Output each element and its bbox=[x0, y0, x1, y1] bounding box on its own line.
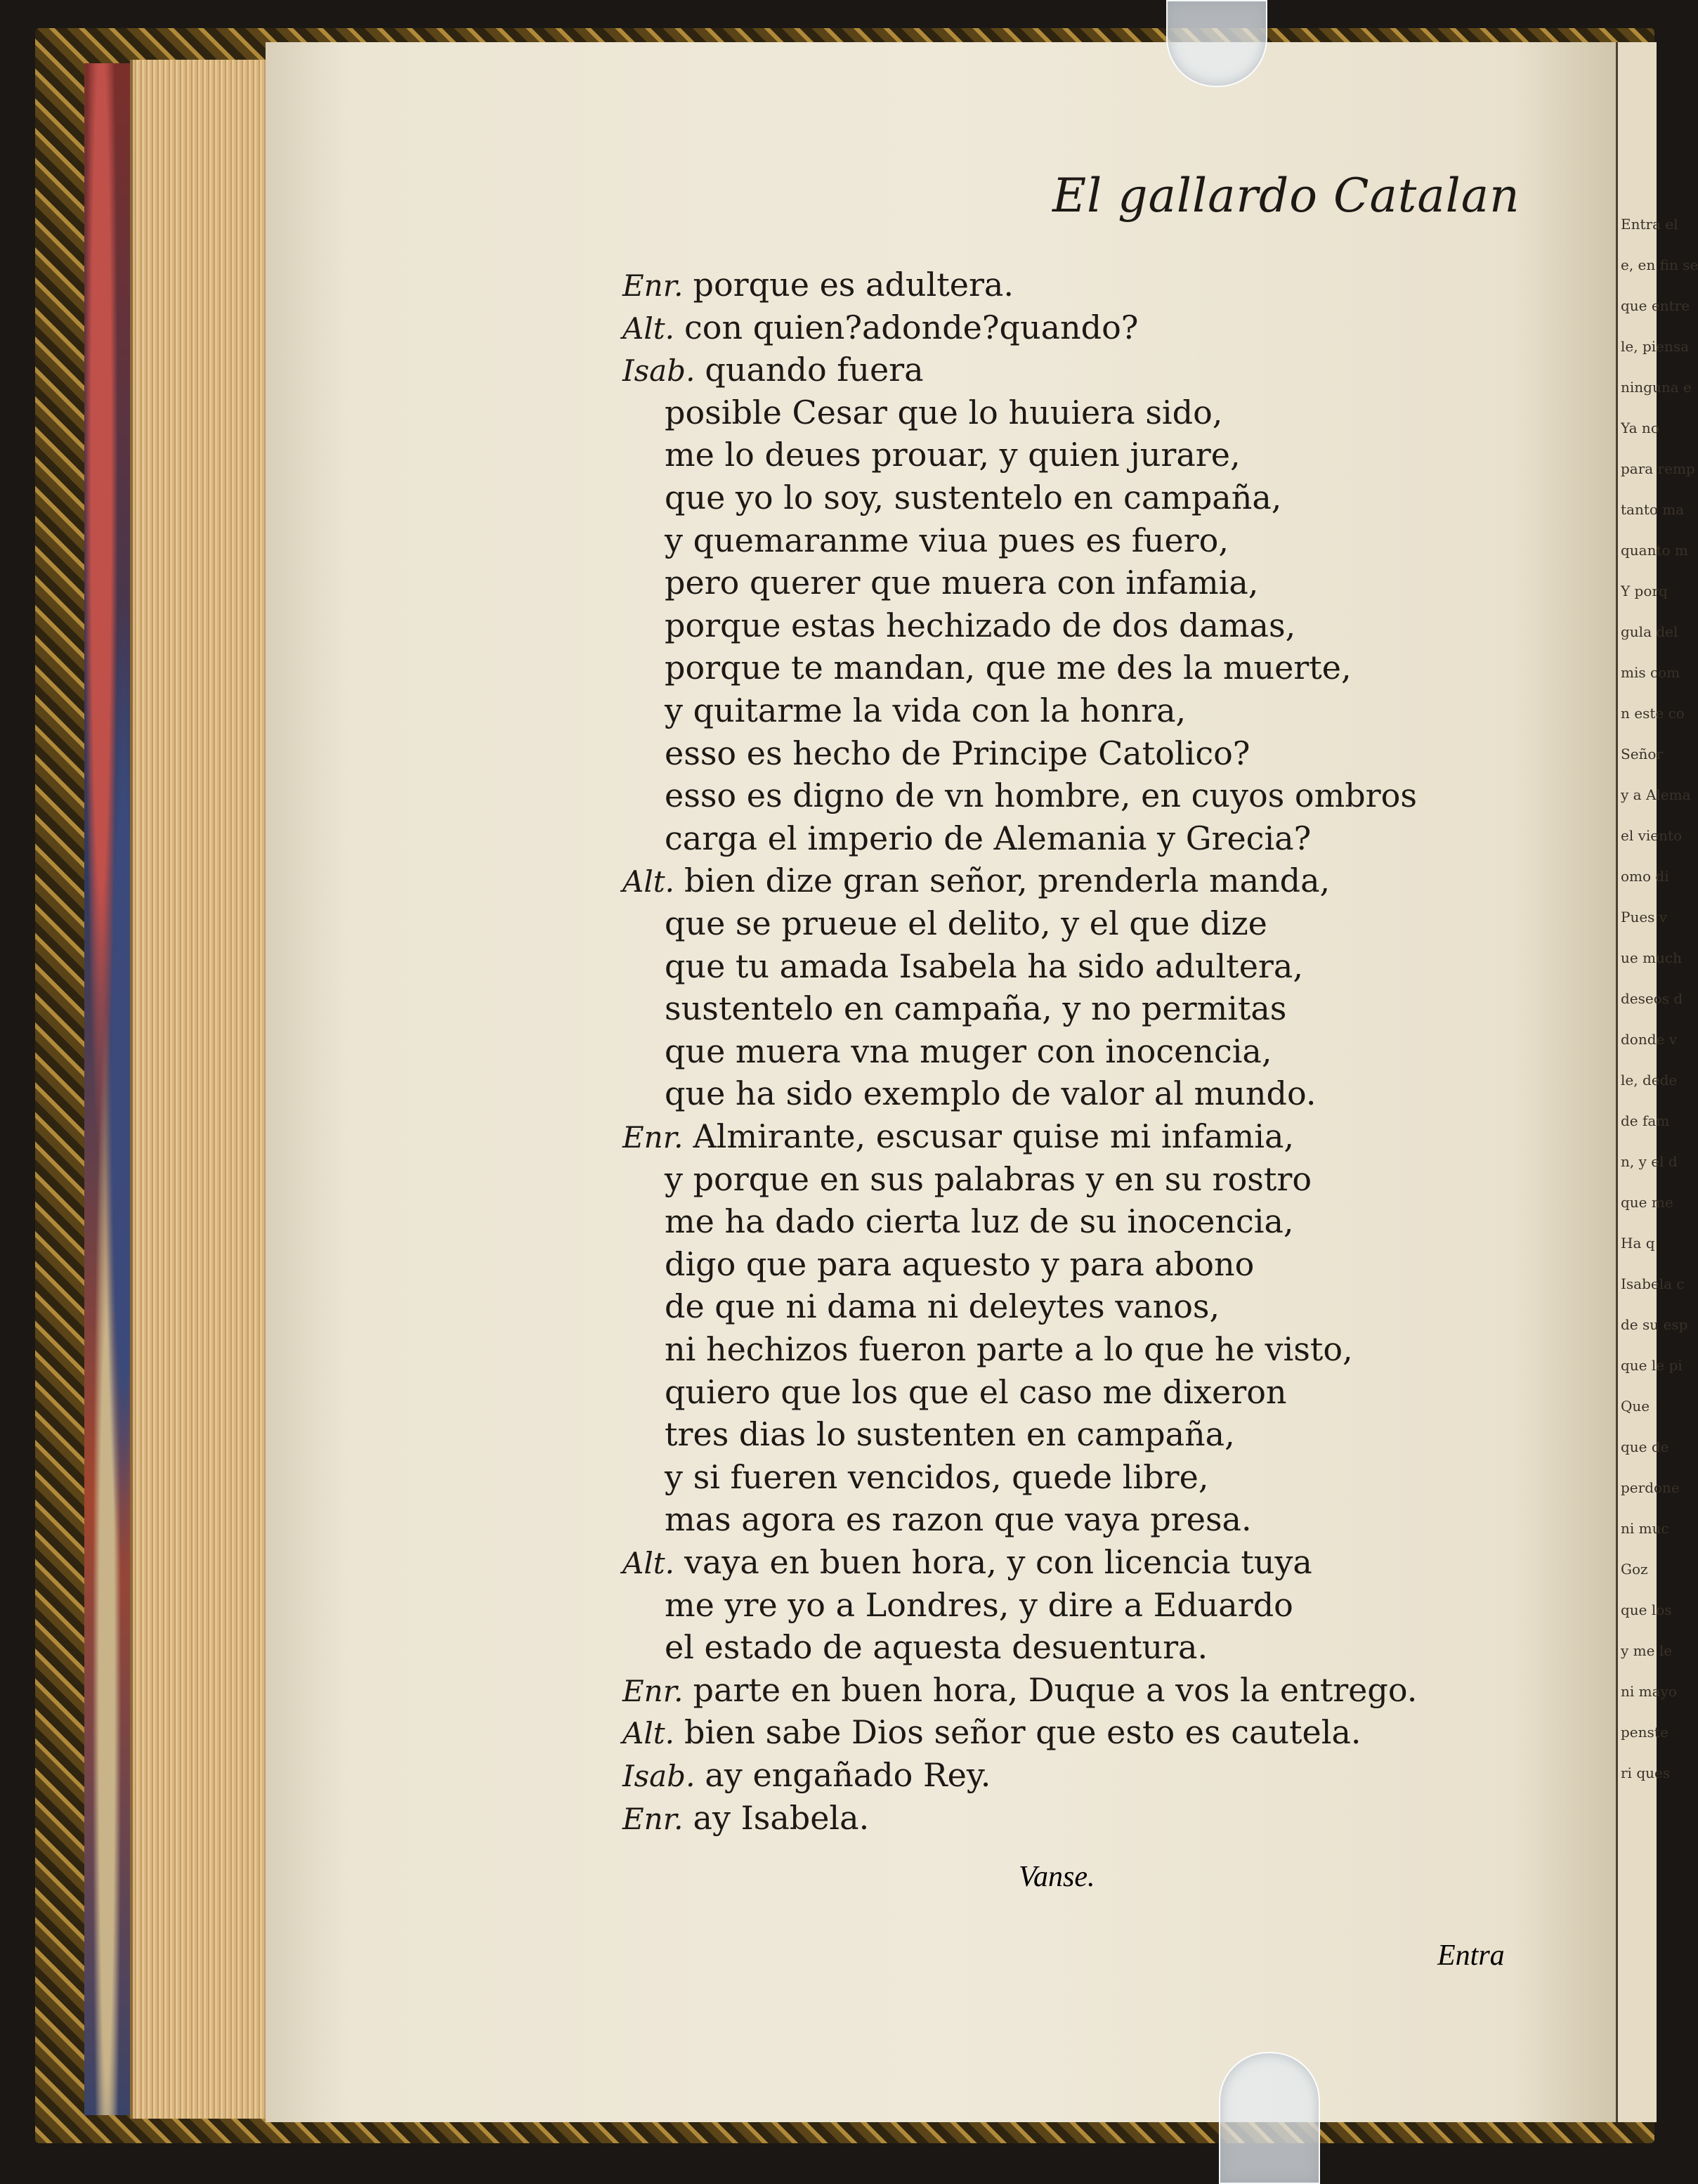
speaker-label: Enr. bbox=[622, 1674, 684, 1708]
verse-text: vaya en buen hora, y con licencia tuya bbox=[684, 1543, 1312, 1581]
verse-text: posible Cesar que lo huuiera sido, bbox=[665, 394, 1223, 431]
verse-text: mas agora es razon que vaya presa. bbox=[665, 1500, 1252, 1538]
facing-page-fragment: e, en fin se bbox=[1621, 256, 1698, 273]
facing-page-fragment: ninguna e bbox=[1621, 379, 1692, 396]
verse-text: Almirante, escusar quise mi infamia, bbox=[693, 1117, 1295, 1155]
verse-line bbox=[665, 396, 1222, 429]
facing-page-fragment: penste bbox=[1621, 1724, 1668, 1741]
verse-line bbox=[665, 436, 1241, 474]
verse-text: el estado de aquesta desuentura. bbox=[665, 1628, 1208, 1666]
verse-line bbox=[665, 947, 1303, 985]
speaker-label: Alt. bbox=[622, 1546, 674, 1580]
verse-line bbox=[665, 1586, 1293, 1624]
facing-page-fragment: Pues v bbox=[1621, 909, 1668, 925]
verse-text: que se prueue el delito, y el que dize bbox=[665, 904, 1267, 942]
facing-page-fragment: perdone bbox=[1621, 1479, 1680, 1496]
verse-line bbox=[665, 481, 1281, 514]
speaker-label: Alt. bbox=[622, 1716, 674, 1750]
facing-page-fragment: Ya no bbox=[1621, 420, 1659, 436]
verse-line bbox=[665, 1287, 1220, 1325]
verse-line bbox=[665, 1500, 1252, 1538]
verse-text: y porque en sus palabras y en su rostro bbox=[665, 1160, 1312, 1198]
verse-line bbox=[665, 1415, 1235, 1453]
facing-page-edge bbox=[1616, 42, 1698, 2122]
facing-page-fragment: de fam bbox=[1621, 1112, 1670, 1129]
page-edges bbox=[130, 60, 270, 2119]
facing-page-fragment: Isabela c bbox=[1621, 1275, 1685, 1292]
verse-line bbox=[665, 1628, 1208, 1666]
facing-page-fragment: de su esp bbox=[1621, 1316, 1688, 1333]
verse-text: me lo deues prouar, y quien jurare, bbox=[665, 436, 1241, 474]
facing-page-fragment: ni muc bbox=[1621, 1520, 1669, 1537]
facing-page-fragment: Y porq bbox=[1621, 583, 1668, 599]
stage-direction: Vanse. bbox=[1019, 1861, 1095, 1893]
book-page bbox=[266, 42, 1621, 2122]
verse-text: y si fueren vencidos, quede libre, bbox=[665, 1458, 1209, 1496]
facing-page-fragment: Entra el bbox=[1621, 216, 1678, 233]
verse-line bbox=[665, 1330, 1353, 1368]
verse-line bbox=[622, 1799, 870, 1837]
verse-text: carga el imperio de Alemania y Grecia? bbox=[665, 819, 1312, 857]
facing-page-fragment: quanto m bbox=[1621, 542, 1688, 559]
facing-page-fragment: ue much bbox=[1621, 949, 1683, 966]
verse-text: bien dize gran señor, prenderla manda, bbox=[684, 862, 1331, 899]
verse-text: me ha dado cierta luz de su inocencia, bbox=[665, 1202, 1294, 1240]
verse-text: con quien?adonde?quando? bbox=[684, 308, 1139, 346]
facing-page-fragment: mis com bbox=[1621, 664, 1680, 681]
speaker-label: Alt. bbox=[622, 864, 674, 899]
verse-text: y quemaranme viua pues es fuero, bbox=[665, 521, 1229, 559]
facing-page-fragment: que me bbox=[1621, 1194, 1673, 1211]
verse-text: sustentelo en campaña, y no permitas bbox=[665, 989, 1287, 1027]
verse-line bbox=[665, 1458, 1209, 1496]
verse-line bbox=[665, 989, 1287, 1027]
verse-line bbox=[622, 351, 924, 389]
verse-line bbox=[622, 308, 1139, 346]
verse-line bbox=[665, 606, 1296, 644]
verse-text: me yre yo a Londres, y dire a Eduardo bbox=[665, 1586, 1293, 1624]
verse-line bbox=[665, 776, 1417, 814]
verse-line bbox=[665, 691, 1187, 729]
verse-line bbox=[622, 1543, 1312, 1581]
verse-line bbox=[622, 266, 1014, 304]
facing-page-fragment: tanto ma bbox=[1621, 501, 1685, 518]
facing-page-fragment: n, y el d bbox=[1621, 1153, 1678, 1170]
speaker-label: Alt. bbox=[622, 311, 674, 346]
facing-page-fragment: gula del bbox=[1621, 623, 1678, 640]
facing-page-text bbox=[1618, 204, 1698, 1793]
facing-page-fragment: que de bbox=[1621, 1438, 1669, 1455]
verse-text: parte en buen hora, Duque a vos la entrego. bbox=[693, 1671, 1418, 1709]
verse-line bbox=[622, 1756, 991, 1794]
verse-text: que tu amada Isabela ha sido adultera, bbox=[665, 947, 1303, 985]
facing-page-fragment: omo di bbox=[1621, 868, 1669, 885]
verse-text: y quitarme la vida con la honra, bbox=[665, 691, 1187, 729]
facing-page-fragment: ni mayo bbox=[1621, 1683, 1677, 1700]
verse-text: porque estas hechizado de dos damas, bbox=[665, 606, 1296, 644]
speaker-label: Enr. bbox=[622, 268, 684, 303]
facing-page-fragment: n este co bbox=[1621, 705, 1685, 722]
verse-text: ay Isabela. bbox=[693, 1799, 870, 1837]
verse-text: quando fuera bbox=[705, 351, 924, 389]
facing-page-fragment: y me le bbox=[1621, 1642, 1673, 1659]
verse-line bbox=[665, 904, 1267, 942]
facing-page-fragment: le, dede bbox=[1621, 1072, 1678, 1088]
facing-page-fragment: Ha q bbox=[1621, 1235, 1655, 1252]
verse-line bbox=[665, 1245, 1255, 1283]
verse-line bbox=[665, 1373, 1287, 1411]
facing-page-fragment: deseos d bbox=[1621, 990, 1683, 1007]
verse-line bbox=[665, 564, 1259, 602]
verse-text: ay engañado Rey. bbox=[705, 1756, 991, 1794]
facing-page-fragment: ri ques bbox=[1621, 1764, 1671, 1781]
facing-page-fragment: Señor bbox=[1621, 746, 1664, 762]
catchword: Entra bbox=[1437, 1939, 1505, 1972]
verse-line bbox=[622, 1713, 1361, 1751]
verse-text: que muera vna muger con inocencia, bbox=[665, 1032, 1272, 1070]
facing-page-fragment: le, piensa bbox=[1621, 338, 1690, 355]
verse-line bbox=[622, 864, 1330, 897]
verse-line bbox=[665, 1202, 1294, 1240]
page-clip-bottom bbox=[1219, 2052, 1320, 2184]
verse-line bbox=[622, 1117, 1295, 1155]
facing-page-fragment: Que bbox=[1621, 1398, 1650, 1415]
verse-text: esso es hecho de Principe Catolico? bbox=[665, 734, 1250, 772]
verse-line bbox=[665, 1074, 1317, 1112]
verse-text: pero querer que muera con infamia, bbox=[665, 564, 1259, 602]
facing-page-fragment: y a Alema bbox=[1621, 786, 1691, 803]
speaker-label: Enr. bbox=[622, 1120, 684, 1155]
verse-line bbox=[622, 1671, 1418, 1709]
verse-line bbox=[665, 649, 1352, 687]
facing-page-fragment: donde v bbox=[1621, 1031, 1678, 1048]
verse-text: porque te mandan, que me des la muerte, bbox=[665, 649, 1352, 687]
facing-page-fragment: para remp bbox=[1621, 460, 1695, 477]
facing-page-fragment: que los bbox=[1621, 1601, 1672, 1618]
verse-text: ni hechizos fueron parte a lo que he visto, bbox=[665, 1330, 1353, 1368]
verse-text: quiero que los que el caso me dixeron bbox=[665, 1373, 1287, 1411]
verse-line bbox=[665, 734, 1250, 772]
running-head: El gallardo Catalan bbox=[1052, 169, 1520, 223]
verse-text: bien sabe Dios señor que esto es cautela. bbox=[684, 1713, 1361, 1751]
speaker-label: Isab. bbox=[622, 353, 695, 388]
facing-page-fragment: el viento bbox=[1621, 827, 1683, 844]
facing-page-fragment: que le pi bbox=[1621, 1357, 1683, 1374]
speaker-label: Isab. bbox=[622, 1759, 695, 1793]
verse-text: digo que para aquesto y para abono bbox=[665, 1245, 1255, 1283]
verse-text: que yo lo soy, sustentelo en campaña, bbox=[665, 479, 1282, 516]
verse-line bbox=[665, 521, 1229, 559]
verse-text: porque es adultera. bbox=[693, 266, 1014, 304]
facing-page-fragment: que entre bbox=[1621, 297, 1690, 314]
verse-line bbox=[665, 1032, 1272, 1070]
facing-page-fragment: Goz bbox=[1621, 1561, 1648, 1578]
verse-text: esso es digno de vn hombre, en cuyos ombros bbox=[665, 776, 1417, 814]
verse-text: tres dias lo sustenten en campaña, bbox=[665, 1415, 1235, 1453]
speaker-label: Enr. bbox=[622, 1802, 684, 1836]
verse-line bbox=[665, 1160, 1312, 1198]
verse-text: que ha sido exemplo de valor al mundo. bbox=[665, 1074, 1317, 1112]
verse-text: de que ni dama ni deleytes vanos, bbox=[665, 1287, 1220, 1325]
verse-line bbox=[665, 819, 1312, 857]
